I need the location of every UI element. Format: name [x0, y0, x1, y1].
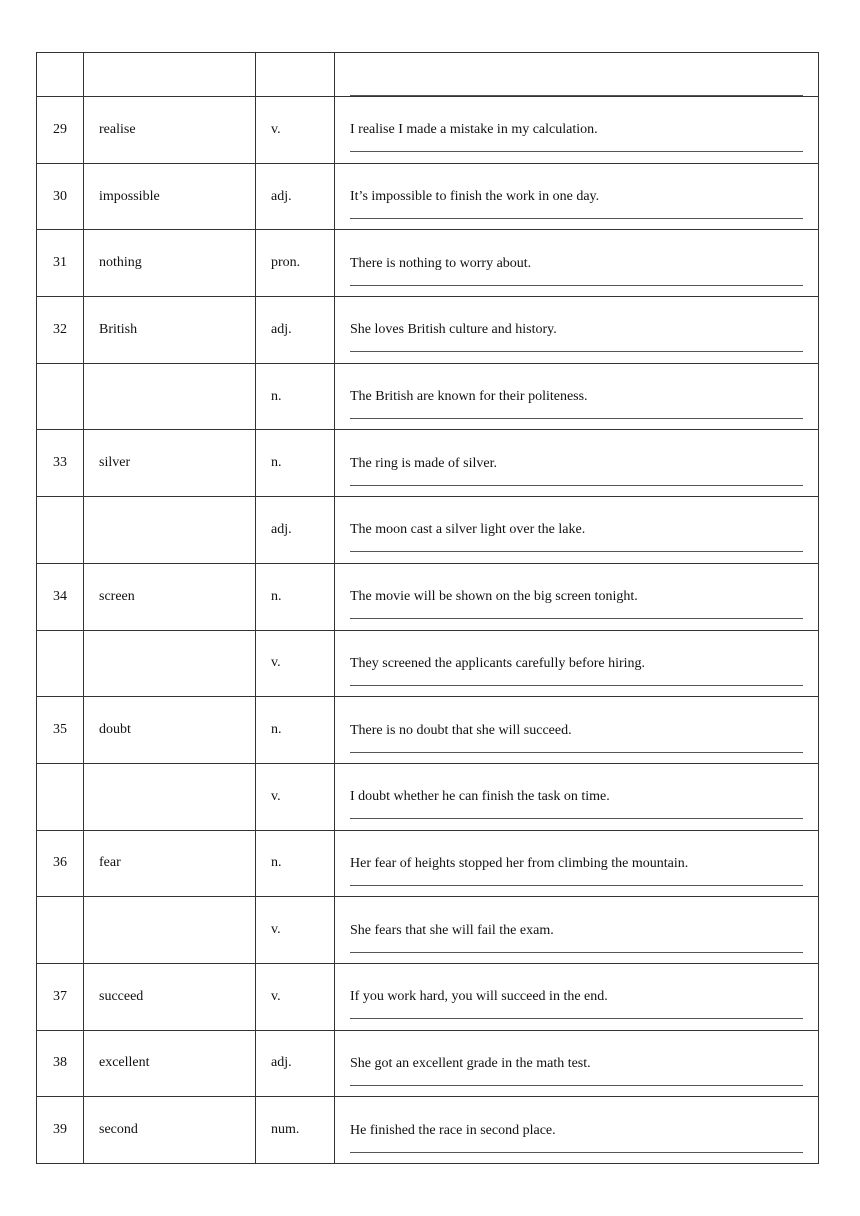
- entry-word: nothing: [84, 230, 256, 297]
- entry-number: 36: [37, 830, 84, 897]
- example-sentence: She loves British culture and history.: [350, 322, 557, 338]
- entry-number: [37, 53, 84, 97]
- example-cell: [335, 697, 819, 764]
- example-sentence: He finished the race in second place.: [350, 1122, 556, 1138]
- example-sentence: The British are known for their politeness.: [350, 389, 588, 405]
- translation-blank-line[interactable]: [350, 752, 803, 753]
- entry-number: 35: [37, 697, 84, 764]
- entry-word: realise: [84, 97, 256, 164]
- example-sentence: She fears that she will fail the exam.: [350, 922, 554, 938]
- example-sentence: She got an excellent grade in the math test.: [350, 1055, 591, 1071]
- example-sentence: They screened the applicants carefully before hiring.: [350, 655, 646, 671]
- translation-blank-line[interactable]: [350, 151, 803, 152]
- example-sentence: Her fear of heights stopped her from climbing the mountain.: [350, 855, 689, 871]
- entry-number: 31: [37, 230, 84, 297]
- example-sentence: I doubt whether he can finish the task on time.: [350, 789, 610, 805]
- entry-word: [84, 763, 256, 830]
- example-cell: [335, 230, 819, 297]
- entry-number: 29: [37, 97, 84, 164]
- entry-number: [37, 897, 84, 964]
- table-row: [37, 430, 819, 497]
- entry-part-of-speech: v.: [256, 97, 335, 164]
- vocabulary-table: [36, 52, 819, 1164]
- example-cell: [335, 363, 819, 430]
- example-sentence: There is nothing to worry about.: [350, 255, 532, 271]
- table-row: [37, 363, 819, 430]
- translation-blank-line[interactable]: [350, 685, 803, 686]
- translation-blank-line[interactable]: [350, 485, 803, 486]
- example-cell: [335, 830, 819, 897]
- table-row: [37, 897, 819, 964]
- table-row: [37, 497, 819, 564]
- entry-number: 37: [37, 963, 84, 1030]
- entry-word: screen: [84, 563, 256, 630]
- entry-part-of-speech: v.: [256, 963, 335, 1030]
- entry-word: excellent: [84, 1030, 256, 1097]
- example-cell: [335, 497, 819, 564]
- translation-blank-line[interactable]: [350, 618, 803, 619]
- example-sentence: It’s impossible to finish the work in one day.: [350, 189, 600, 205]
- example-cell: [335, 1097, 819, 1164]
- entry-part-of-speech: n.: [256, 563, 335, 630]
- entry-number: 32: [37, 297, 84, 364]
- entry-word: silver: [84, 430, 256, 497]
- entry-part-of-speech: n.: [256, 363, 335, 430]
- example-cell: [335, 763, 819, 830]
- table-row: [37, 53, 819, 97]
- translation-blank-line[interactable]: [350, 1018, 803, 1019]
- entry-part-of-speech: adj.: [256, 497, 335, 564]
- translation-blank-line[interactable]: [350, 418, 803, 419]
- entry-part-of-speech: [256, 53, 335, 97]
- translation-blank-line[interactable]: [350, 1152, 803, 1153]
- table-row: [37, 230, 819, 297]
- entry-number: [37, 363, 84, 430]
- entry-word: [84, 497, 256, 564]
- example-cell: [335, 963, 819, 1030]
- entry-number: 33: [37, 430, 84, 497]
- entry-number: 34: [37, 563, 84, 630]
- example-cell: [335, 97, 819, 164]
- translation-blank-line[interactable]: [350, 551, 803, 552]
- entry-part-of-speech: num.: [256, 1097, 335, 1164]
- entry-part-of-speech: v.: [256, 630, 335, 697]
- example-sentence: If you work hard, you will succeed in the end.: [350, 989, 608, 1005]
- entry-part-of-speech: adj.: [256, 1030, 335, 1097]
- example-cell: [335, 297, 819, 364]
- translation-blank-line[interactable]: [350, 95, 803, 96]
- table-row: [37, 1030, 819, 1097]
- entry-number: 39: [37, 1097, 84, 1164]
- entry-word: [84, 363, 256, 430]
- table-row: [37, 830, 819, 897]
- entry-part-of-speech: n.: [256, 830, 335, 897]
- example-sentence: The ring is made of silver.: [350, 455, 497, 471]
- example-sentence: The movie will be shown on the big screen tonight.: [350, 589, 638, 605]
- vocabulary-table-body: [37, 53, 819, 1164]
- translation-blank-line[interactable]: [350, 1085, 803, 1086]
- example-sentence: I realise I made a mistake in my calculation.: [350, 122, 598, 138]
- entry-word: [84, 897, 256, 964]
- entry-number: [37, 497, 84, 564]
- example-cell: [335, 630, 819, 697]
- example-sentence: The moon cast a silver light over the lake.: [350, 522, 586, 538]
- entry-number: [37, 630, 84, 697]
- example-cell: [335, 563, 819, 630]
- translation-blank-line[interactable]: [350, 351, 803, 352]
- entry-part-of-speech: v.: [256, 763, 335, 830]
- example-cell: [335, 430, 819, 497]
- table-row: [37, 1097, 819, 1164]
- entry-part-of-speech: adj.: [256, 297, 335, 364]
- example-cell: [335, 1030, 819, 1097]
- example-cell: [335, 163, 819, 230]
- example-cell: [335, 53, 819, 97]
- entry-number: [37, 763, 84, 830]
- table-row: [37, 963, 819, 1030]
- entry-part-of-speech: adj.: [256, 163, 335, 230]
- translation-blank-line[interactable]: [350, 952, 803, 953]
- entry-word: [84, 53, 256, 97]
- table-row: [37, 563, 819, 630]
- table-row: [37, 697, 819, 764]
- entry-word: succeed: [84, 963, 256, 1030]
- table-row: [37, 163, 819, 230]
- entry-word: doubt: [84, 697, 256, 764]
- example-sentence: There is no doubt that she will succeed.: [350, 722, 572, 738]
- table-row: [37, 297, 819, 364]
- entry-word: impossible: [84, 163, 256, 230]
- table-row: [37, 630, 819, 697]
- entry-word: [84, 630, 256, 697]
- example-cell: [335, 897, 819, 964]
- entry-number: 38: [37, 1030, 84, 1097]
- entry-word: second: [84, 1097, 256, 1164]
- entry-part-of-speech: n.: [256, 430, 335, 497]
- entry-part-of-speech: n.: [256, 697, 335, 764]
- entry-number: 30: [37, 163, 84, 230]
- entry-word: fear: [84, 830, 256, 897]
- entry-part-of-speech: pron.: [256, 230, 335, 297]
- translation-blank-line[interactable]: [350, 885, 803, 886]
- entry-word: British: [84, 297, 256, 364]
- table-row: [37, 763, 819, 830]
- translation-blank-line[interactable]: [350, 285, 803, 286]
- entry-part-of-speech: v.: [256, 897, 335, 964]
- table-row: [37, 97, 819, 164]
- translation-blank-line[interactable]: [350, 218, 803, 219]
- translation-blank-line[interactable]: [350, 818, 803, 819]
